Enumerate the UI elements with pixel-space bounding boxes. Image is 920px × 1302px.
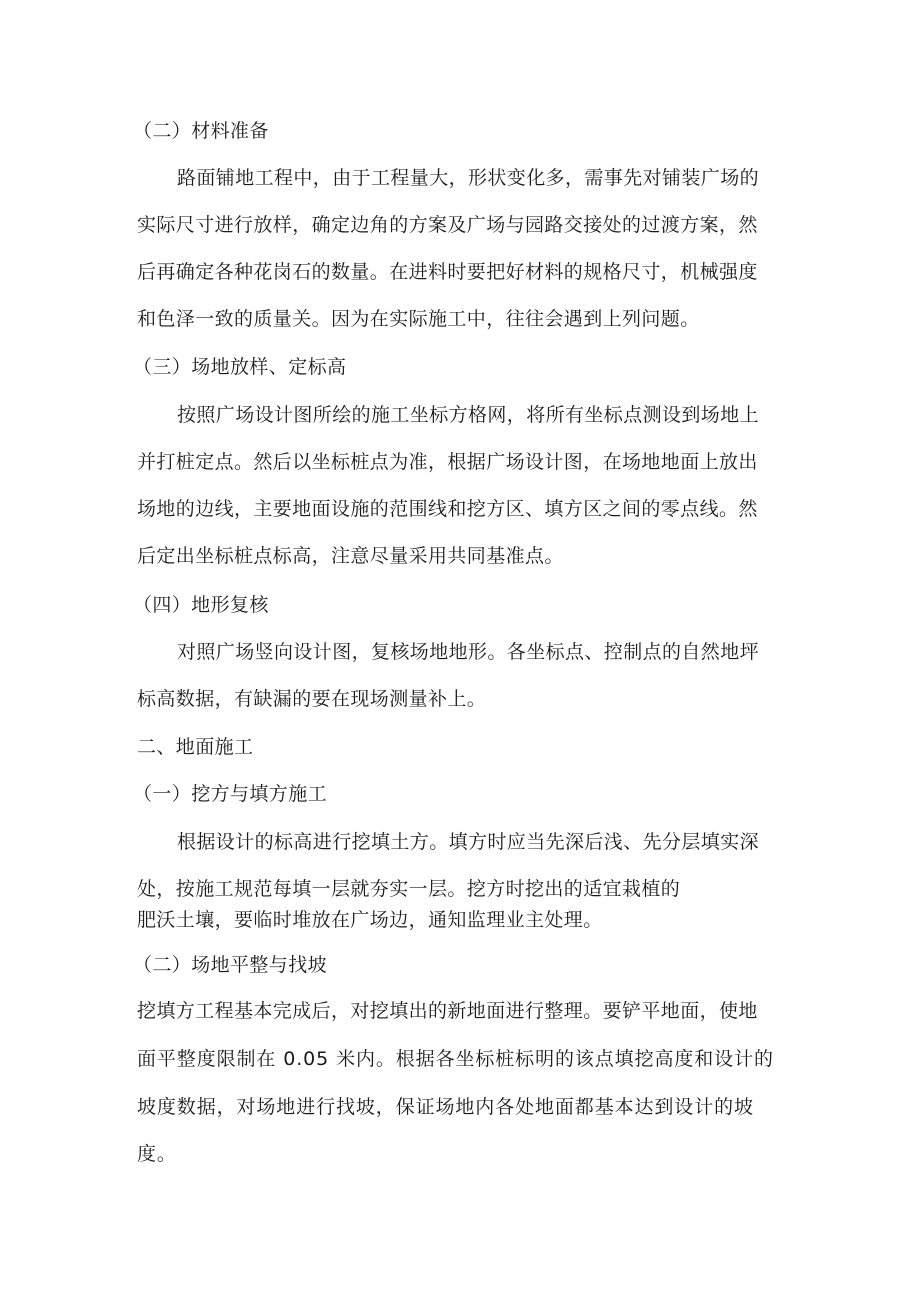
paragraph-line: 挖填方工程基本完成后，对挖填出的新地面进行整理。要铲平地面，使地 [137,1000,758,1022]
paragraph-line: 实际尺寸进行放样，确定边角的方案及广场与园路交接处的过渡方案，然 [137,214,758,236]
paragraph-line: 肥沃土壤，要临时堆放在广场边，通知监理业主处理。 [137,909,603,931]
paragraph-line: 面平整度限制在 0.05 米内。根据各坐标桩标明的该点填挖高度和设计的 [137,1048,774,1070]
section-heading-excavation: （一）挖方与填方施工 [133,783,328,805]
paragraph-line: 根据设计的标高进行挖填土方。填方时应当先深后浅、先分层填实深 [177,831,760,853]
paragraph-line: 后定出坐标桩点标高，注意尽量采用共同基准点。 [137,545,564,567]
paragraph-line: 处，按施工规范每填一层就夯实一层。挖方时挖出的适宜栽植的 [137,878,681,900]
paragraph-line: 度。 [137,1143,177,1165]
chapter-heading-ground-work: 二、地面施工 [137,736,254,758]
paragraph-line: 路面铺地工程中，由于工程量大，形状变化多，需事先对铺装广场的 [177,167,760,189]
paragraph-line: 后再确定各种花岗石的数量。在进料时要把好材料的规格尺寸，机械强度 [137,261,758,283]
paragraph-line: 标高数据，有缺漏的要在现场测量补上。 [137,688,487,710]
section-heading-terrain-check: （四）地形复核 [133,594,269,616]
paragraph-line: 对照广场竖向设计图，复核场地地形。各坐标点、控制点的自然地坪 [177,641,760,663]
section-heading-materials: （二）材料准备 [133,120,269,142]
paragraph-line: 坡度数据，对场地进行找坡，保证场地内各处地面都基本达到设计的坡 [137,1096,754,1118]
paragraph-line: 并打桩定点。然后以坐标桩点为准，根据广场设计图，在场地地面上放出 [137,451,758,473]
section-heading-leveling: （二）场地平整与找坡 [133,954,328,976]
paragraph-line: 场地的边线，主要地面设施的范围线和挖方区、填方区之间的零点线。然 [137,498,758,520]
paragraph-line: 和色泽一致的质量关。因为在实际施工中，往往会遇到上列问题。 [137,308,700,330]
section-heading-layout: （三）场地放样、定标高 [133,356,347,378]
paragraph-line: 按照广场设计图所绘的施工坐标方格网，将所有坐标点测设到场地上 [177,404,760,426]
